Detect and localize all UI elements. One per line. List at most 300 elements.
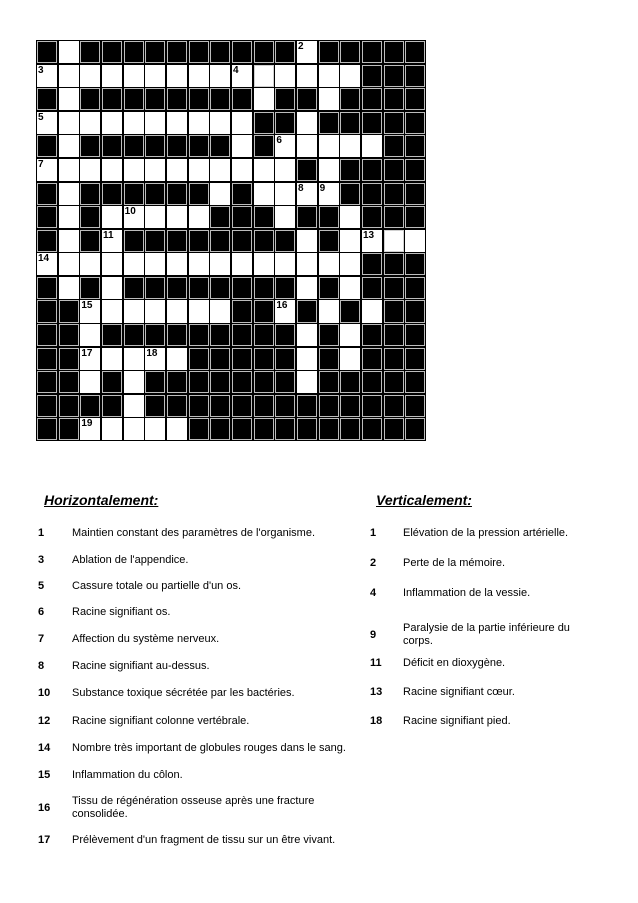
grid-cell[interactable] bbox=[124, 371, 144, 393]
grid-cell[interactable] bbox=[254, 88, 274, 110]
grid-cell[interactable] bbox=[189, 300, 209, 322]
grid-cell[interactable] bbox=[362, 230, 382, 252]
grid-block bbox=[319, 371, 339, 393]
grid-block bbox=[275, 277, 295, 299]
grid-cell[interactable] bbox=[210, 65, 230, 87]
clue-number-label: 9 bbox=[319, 182, 326, 194]
grid-block bbox=[37, 206, 57, 228]
grid-block bbox=[254, 395, 274, 417]
grid-cell[interactable] bbox=[80, 65, 100, 87]
grid-cell[interactable] bbox=[145, 300, 165, 322]
grid-block bbox=[167, 183, 187, 205]
grid-block bbox=[405, 348, 425, 370]
grid-block bbox=[297, 206, 317, 228]
grid-cell[interactable] bbox=[167, 418, 187, 440]
grid-block bbox=[102, 135, 122, 157]
grid-cell[interactable] bbox=[102, 112, 122, 134]
clue-text: Substance toxique sécrétée par les bactéries. bbox=[72, 687, 295, 699]
grid-block bbox=[59, 371, 79, 393]
grid-block bbox=[275, 418, 295, 440]
grid-cell[interactable] bbox=[254, 65, 274, 87]
grid-cell[interactable] bbox=[275, 159, 295, 181]
grid-cell[interactable] bbox=[145, 65, 165, 87]
grid-block bbox=[340, 300, 360, 322]
grid-block bbox=[37, 300, 57, 322]
clue-number: 9 bbox=[370, 629, 377, 641]
grid-block bbox=[340, 371, 360, 393]
grid-block bbox=[232, 277, 252, 299]
grid-block bbox=[102, 371, 122, 393]
grid-cell[interactable] bbox=[124, 395, 144, 417]
grid-cell[interactable] bbox=[362, 135, 382, 157]
grid-block bbox=[275, 348, 295, 370]
grid-block bbox=[405, 159, 425, 181]
grid-cell[interactable] bbox=[297, 277, 317, 299]
grid-block bbox=[254, 371, 274, 393]
grid-block bbox=[384, 300, 404, 322]
grid-cell[interactable] bbox=[167, 300, 187, 322]
clue-number: 13 bbox=[370, 686, 383, 698]
grid-cell[interactable] bbox=[319, 183, 339, 205]
grid-block bbox=[275, 371, 295, 393]
grid-cell[interactable] bbox=[59, 88, 79, 110]
grid-block bbox=[362, 418, 382, 440]
clue-text: Ablation de l'appendice. bbox=[72, 554, 189, 566]
grid-block bbox=[254, 300, 274, 322]
grid-block bbox=[405, 112, 425, 134]
grid-block bbox=[145, 230, 165, 252]
grid-block bbox=[362, 371, 382, 393]
grid-cell[interactable] bbox=[232, 112, 252, 134]
clue-number-label: 16 bbox=[276, 300, 288, 312]
grid-block bbox=[405, 395, 425, 417]
grid-cell[interactable] bbox=[102, 300, 122, 322]
grid-cell[interactable] bbox=[232, 135, 252, 157]
grid-block bbox=[362, 395, 382, 417]
grid-block bbox=[167, 41, 187, 63]
grid-block bbox=[319, 395, 339, 417]
grid-block bbox=[145, 183, 165, 205]
grid-block bbox=[124, 88, 144, 110]
grid-block bbox=[37, 183, 57, 205]
grid-block bbox=[405, 65, 425, 87]
grid-cell[interactable] bbox=[124, 418, 144, 440]
clue-number-label: 4 bbox=[233, 64, 239, 76]
grid-block bbox=[319, 324, 339, 346]
clue-number-label: 6 bbox=[276, 135, 282, 147]
grid-cell[interactable] bbox=[189, 112, 209, 134]
clue-text: Inflammation du côlon. bbox=[72, 769, 183, 781]
clue-text: Racine signifiant colonne vertébrale. bbox=[72, 715, 250, 727]
grid-cell[interactable] bbox=[297, 65, 317, 87]
grid-block bbox=[232, 418, 252, 440]
grid-cell[interactable] bbox=[124, 206, 144, 228]
grid-block bbox=[384, 206, 404, 228]
grid-block bbox=[297, 159, 317, 181]
grid-cell[interactable] bbox=[297, 348, 317, 370]
grid-cell[interactable] bbox=[80, 112, 100, 134]
grid-block bbox=[210, 395, 230, 417]
grid-cell[interactable] bbox=[340, 324, 360, 346]
clue-number: 5 bbox=[38, 580, 45, 592]
clue-text: Tissu de régénération osseuse après une fracture consolidée. bbox=[72, 795, 315, 820]
grid-cell[interactable] bbox=[210, 112, 230, 134]
grid-block bbox=[37, 41, 57, 63]
grid-block bbox=[384, 112, 404, 134]
grid-cell[interactable] bbox=[384, 230, 404, 252]
grid-cell[interactable] bbox=[80, 300, 100, 322]
grid-block bbox=[405, 300, 425, 322]
grid-cell[interactable] bbox=[340, 253, 360, 275]
grid-block bbox=[340, 41, 360, 63]
grid-cell[interactable] bbox=[297, 371, 317, 393]
crossword-grid bbox=[36, 40, 426, 441]
grid-cell[interactable] bbox=[297, 324, 317, 346]
grid-cell[interactable] bbox=[59, 230, 79, 252]
clue-number: 7 bbox=[38, 633, 45, 645]
grid-cell[interactable] bbox=[145, 348, 165, 370]
clue-number: 1 bbox=[38, 527, 45, 539]
grid-cell[interactable] bbox=[59, 277, 79, 299]
clue-text: Perte de la mémoire. bbox=[403, 557, 506, 569]
grid-cell[interactable] bbox=[362, 300, 382, 322]
grid-block bbox=[210, 371, 230, 393]
grid-cell[interactable] bbox=[124, 65, 144, 87]
grid-cell[interactable] bbox=[210, 253, 230, 275]
grid-cell[interactable] bbox=[37, 65, 57, 87]
clue-number-label: 15 bbox=[81, 300, 93, 312]
grid-cell[interactable] bbox=[80, 324, 100, 346]
grid-block bbox=[384, 65, 404, 87]
clue-text: Nombre très important de globules rouges dans le sang. bbox=[72, 742, 346, 754]
grid-cell[interactable] bbox=[297, 230, 317, 252]
grid-block bbox=[275, 230, 295, 252]
grid-block bbox=[405, 253, 425, 275]
grid-cell[interactable] bbox=[124, 300, 144, 322]
grid-block bbox=[37, 135, 57, 157]
clue-number-label: 2 bbox=[298, 41, 304, 52]
grid-block bbox=[80, 206, 100, 228]
grid-block bbox=[59, 300, 79, 322]
grid-block bbox=[102, 183, 122, 205]
grid-cell[interactable] bbox=[145, 206, 165, 228]
grid-block bbox=[405, 277, 425, 299]
grid-cell[interactable] bbox=[59, 112, 79, 134]
grid-cell[interactable] bbox=[102, 418, 122, 440]
grid-block bbox=[189, 183, 209, 205]
grid-block bbox=[124, 324, 144, 346]
grid-block bbox=[232, 183, 252, 205]
grid-block bbox=[210, 277, 230, 299]
grid-cell[interactable] bbox=[124, 112, 144, 134]
grid-block bbox=[145, 324, 165, 346]
grid-block bbox=[405, 135, 425, 157]
grid-cell[interactable] bbox=[167, 253, 187, 275]
clue-number-label: 17 bbox=[81, 347, 93, 359]
grid-block bbox=[189, 348, 209, 370]
clue-text: Racine signifiant pied. bbox=[403, 715, 511, 727]
grid-block bbox=[210, 41, 230, 63]
grid-block bbox=[232, 371, 252, 393]
grid-block bbox=[59, 418, 79, 440]
grid-block bbox=[37, 418, 57, 440]
clue-number: 3 bbox=[38, 554, 45, 566]
grid-block bbox=[102, 395, 122, 417]
grid-block bbox=[319, 41, 339, 63]
grid-block bbox=[340, 395, 360, 417]
grid-cell[interactable] bbox=[189, 253, 209, 275]
grid-block bbox=[232, 324, 252, 346]
down-heading: Verticalement: bbox=[376, 492, 472, 508]
grid-block bbox=[362, 159, 382, 181]
grid-cell[interactable] bbox=[124, 348, 144, 370]
grid-block bbox=[254, 206, 274, 228]
clue-text: Cassure totale ou partielle d'un os. bbox=[72, 580, 242, 592]
grid-cell[interactable] bbox=[145, 159, 165, 181]
grid-cell[interactable] bbox=[80, 371, 100, 393]
grid-block bbox=[340, 112, 360, 134]
grid-cell[interactable] bbox=[189, 159, 209, 181]
grid-cell[interactable] bbox=[275, 253, 295, 275]
grid-cell[interactable] bbox=[37, 253, 57, 275]
grid-cell[interactable] bbox=[37, 159, 57, 181]
clue-text: Racine signifiant au-dessus. bbox=[72, 660, 210, 672]
grid-block bbox=[362, 348, 382, 370]
grid-block bbox=[80, 230, 100, 252]
grid-block bbox=[254, 348, 274, 370]
grid-cell[interactable] bbox=[340, 206, 360, 228]
grid-cell[interactable] bbox=[59, 41, 79, 63]
grid-block bbox=[384, 183, 404, 205]
grid-cell[interactable] bbox=[37, 112, 57, 134]
grid-block bbox=[102, 41, 122, 63]
grid-block bbox=[340, 183, 360, 205]
grid-block bbox=[232, 206, 252, 228]
grid-cell[interactable] bbox=[102, 253, 122, 275]
grid-block bbox=[124, 230, 144, 252]
grid-block bbox=[384, 277, 404, 299]
clue-number-label: 10 bbox=[124, 206, 136, 218]
grid-block bbox=[37, 395, 57, 417]
grid-block bbox=[37, 324, 57, 346]
grid-block bbox=[189, 324, 209, 346]
grid-block bbox=[362, 65, 382, 87]
grid-block bbox=[297, 395, 317, 417]
grid-block bbox=[319, 348, 339, 370]
grid-cell[interactable] bbox=[340, 277, 360, 299]
clue-number: 10 bbox=[38, 687, 51, 699]
grid-cell[interactable] bbox=[102, 277, 122, 299]
grid-cell[interactable] bbox=[319, 253, 339, 275]
grid-cell[interactable] bbox=[102, 348, 122, 370]
grid-cell[interactable] bbox=[275, 135, 295, 157]
grid-block bbox=[80, 183, 100, 205]
grid-block bbox=[124, 183, 144, 205]
grid-block bbox=[37, 348, 57, 370]
clue-number-label: 3 bbox=[38, 64, 44, 76]
grid-block bbox=[37, 277, 57, 299]
grid-cell[interactable] bbox=[275, 183, 295, 205]
grid-cell[interactable] bbox=[210, 183, 230, 205]
clue-text: Maintien constant des paramètres de l'organisme. bbox=[72, 527, 316, 539]
grid-block bbox=[124, 135, 144, 157]
grid-cell[interactable] bbox=[297, 112, 317, 134]
clue-number-label: 14 bbox=[38, 253, 50, 265]
grid-block bbox=[232, 230, 252, 252]
grid-block bbox=[275, 88, 295, 110]
grid-cell[interactable] bbox=[102, 206, 122, 228]
grid-block bbox=[384, 253, 404, 275]
grid-cell[interactable] bbox=[80, 253, 100, 275]
grid-block bbox=[297, 88, 317, 110]
grid-block bbox=[384, 159, 404, 181]
grid-block bbox=[254, 112, 274, 134]
grid-cell[interactable] bbox=[167, 159, 187, 181]
grid-block bbox=[145, 395, 165, 417]
grid-cell[interactable] bbox=[59, 253, 79, 275]
clue-number: 12 bbox=[38, 715, 51, 727]
grid-cell[interactable] bbox=[340, 348, 360, 370]
grid-cell[interactable] bbox=[167, 112, 187, 134]
grid-cell[interactable] bbox=[232, 65, 252, 87]
grid-cell[interactable] bbox=[319, 65, 339, 87]
clue-number: 15 bbox=[38, 769, 51, 781]
grid-cell[interactable] bbox=[124, 253, 144, 275]
clue-number: 14 bbox=[38, 742, 51, 754]
grid-block bbox=[167, 135, 187, 157]
grid-cell[interactable] bbox=[59, 206, 79, 228]
grid-cell[interactable] bbox=[232, 253, 252, 275]
clue-text: Inflammation de la vessie. bbox=[403, 587, 531, 599]
grid-cell[interactable] bbox=[189, 65, 209, 87]
grid-block bbox=[210, 230, 230, 252]
grid-cell[interactable] bbox=[340, 135, 360, 157]
grid-block bbox=[319, 112, 339, 134]
grid-cell[interactable] bbox=[59, 135, 79, 157]
grid-block bbox=[319, 277, 339, 299]
clue-text: Paralysie de la partie inférieure du corps. bbox=[403, 622, 570, 647]
grid-cell[interactable] bbox=[167, 65, 187, 87]
grid-block bbox=[405, 183, 425, 205]
clue-number-label: 5 bbox=[38, 111, 44, 123]
grid-cell[interactable] bbox=[167, 206, 187, 228]
grid-block bbox=[189, 418, 209, 440]
grid-block bbox=[124, 41, 144, 63]
grid-block bbox=[384, 371, 404, 393]
grid-block bbox=[384, 395, 404, 417]
grid-cell[interactable] bbox=[319, 88, 339, 110]
grid-block bbox=[145, 371, 165, 393]
grid-cell[interactable] bbox=[80, 159, 100, 181]
clue-number-label: 13 bbox=[363, 229, 375, 241]
grid-cell[interactable] bbox=[319, 135, 339, 157]
grid-block bbox=[145, 88, 165, 110]
grid-block bbox=[189, 88, 209, 110]
grid-cell[interactable] bbox=[254, 159, 274, 181]
grid-cell[interactable] bbox=[102, 230, 122, 252]
clue-number: 18 bbox=[370, 715, 383, 727]
grid-block bbox=[189, 230, 209, 252]
clue-number: 16 bbox=[38, 802, 51, 814]
clue-number-label: 18 bbox=[146, 347, 158, 359]
clue-text: Affection du système nerveux. bbox=[72, 633, 220, 645]
grid-block bbox=[384, 41, 404, 63]
grid-cell[interactable] bbox=[145, 112, 165, 134]
grid-cell[interactable] bbox=[232, 159, 252, 181]
grid-block bbox=[167, 395, 187, 417]
grid-block bbox=[254, 277, 274, 299]
grid-cell[interactable] bbox=[145, 418, 165, 440]
grid-block bbox=[210, 88, 230, 110]
grid-block bbox=[254, 41, 274, 63]
grid-cell[interactable] bbox=[275, 206, 295, 228]
grid-cell[interactable] bbox=[275, 300, 295, 322]
grid-block bbox=[362, 41, 382, 63]
grid-cell[interactable] bbox=[124, 159, 144, 181]
grid-block bbox=[145, 135, 165, 157]
grid-cell[interactable] bbox=[319, 300, 339, 322]
grid-cell[interactable] bbox=[80, 418, 100, 440]
grid-block bbox=[254, 324, 274, 346]
grid-block bbox=[167, 230, 187, 252]
grid-cell[interactable] bbox=[340, 230, 360, 252]
clue-number: 2 bbox=[370, 557, 377, 569]
grid-cell[interactable] bbox=[59, 159, 79, 181]
grid-cell[interactable] bbox=[340, 65, 360, 87]
grid-block bbox=[232, 300, 252, 322]
grid-cell[interactable] bbox=[80, 348, 100, 370]
grid-cell[interactable] bbox=[167, 348, 187, 370]
grid-block bbox=[319, 206, 339, 228]
grid-cell[interactable] bbox=[319, 159, 339, 181]
grid-block bbox=[59, 348, 79, 370]
grid-cell[interactable] bbox=[254, 183, 274, 205]
grid-cell[interactable] bbox=[405, 230, 425, 252]
grid-cell[interactable] bbox=[254, 253, 274, 275]
grid-cell[interactable] bbox=[297, 41, 317, 63]
grid-cell[interactable] bbox=[275, 65, 295, 87]
grid-cell[interactable] bbox=[102, 65, 122, 87]
grid-cell[interactable] bbox=[102, 159, 122, 181]
grid-block bbox=[362, 253, 382, 275]
grid-cell[interactable] bbox=[297, 253, 317, 275]
grid-cell[interactable] bbox=[297, 183, 317, 205]
grid-block bbox=[232, 348, 252, 370]
grid-cell[interactable] bbox=[189, 206, 209, 228]
grid-block bbox=[297, 300, 317, 322]
grid-block bbox=[275, 324, 295, 346]
grid-block bbox=[297, 418, 317, 440]
grid-block bbox=[37, 371, 57, 393]
grid-block bbox=[167, 324, 187, 346]
grid-block bbox=[384, 418, 404, 440]
grid-block bbox=[384, 324, 404, 346]
grid-block bbox=[275, 395, 295, 417]
grid-cell[interactable] bbox=[210, 159, 230, 181]
grid-block bbox=[405, 41, 425, 63]
clue-text: Racine signifiant os. bbox=[72, 606, 171, 618]
grid-block bbox=[254, 418, 274, 440]
grid-block bbox=[405, 88, 425, 110]
grid-cell[interactable] bbox=[145, 253, 165, 275]
grid-block bbox=[340, 159, 360, 181]
grid-block bbox=[210, 324, 230, 346]
grid-block bbox=[37, 88, 57, 110]
grid-cell[interactable] bbox=[59, 183, 79, 205]
grid-cell[interactable] bbox=[59, 65, 79, 87]
grid-cell[interactable] bbox=[210, 300, 230, 322]
grid-cell[interactable] bbox=[297, 135, 317, 157]
